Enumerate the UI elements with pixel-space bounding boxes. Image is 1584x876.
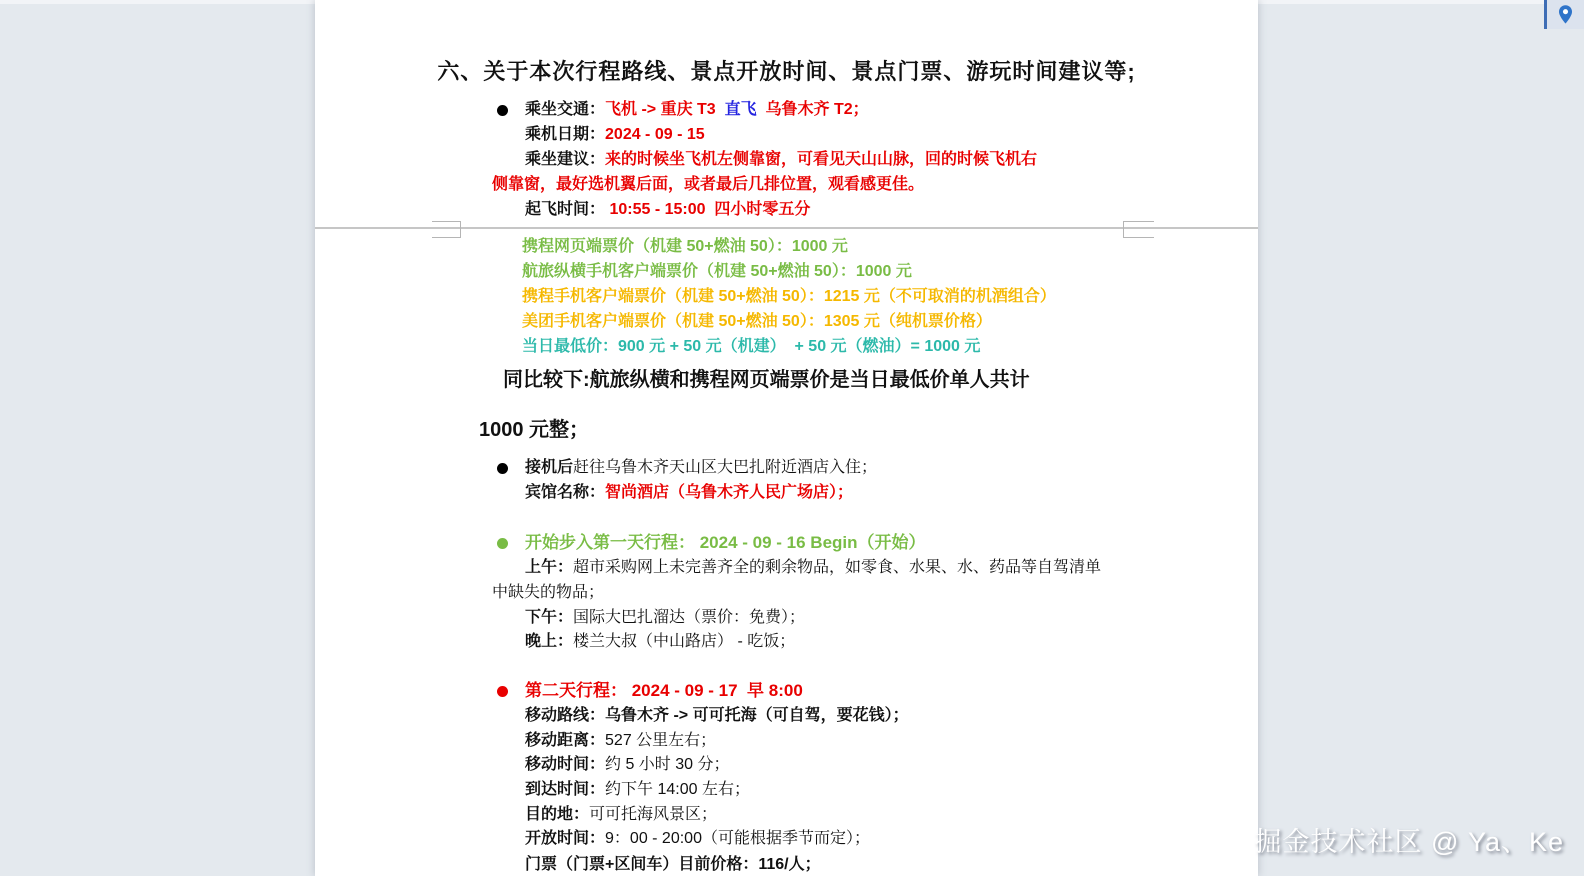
day1-afternoon-text: 国际大巴扎溜达（票价：免费）； xyxy=(573,609,806,626)
day2-open-time-line xyxy=(525,829,870,849)
transport-line xyxy=(525,100,869,120)
day2-arrival-line xyxy=(525,780,750,800)
page-title: 六、关于本次行程路线、景点开放时间、景点门票、游玩时间建议等; xyxy=(437,59,1136,84)
page-break-marker-left xyxy=(432,221,461,238)
day2-duration-label: 移动时间： xyxy=(525,756,606,773)
day2-distance-label: 移动距离： xyxy=(525,732,606,749)
transport-segment: 飞机 -> 重庆 T3 xyxy=(605,101,721,118)
day2-arrival-text: 约下午 14:00 左右； xyxy=(605,781,750,798)
flight-date-value: 2024 - 09 - 15 xyxy=(605,126,705,143)
price-umetrip-app: 航旅纵横手机客户端票价（机建 50+燃油 50）：1000 元 xyxy=(522,263,912,280)
day2-route-line xyxy=(525,706,909,726)
red-bullet-icon xyxy=(497,686,508,697)
flight-date-label: 乘机日期： xyxy=(525,126,606,143)
hotel-arrive-line xyxy=(525,458,877,478)
watermark-text: 掘金技术社区 @ Ya、Ke xyxy=(1254,827,1564,857)
day2-open-time-label: 开放时间： xyxy=(525,830,606,847)
day2-route-label: 移动路线： xyxy=(525,707,606,724)
day1-morning-line xyxy=(525,558,1101,578)
seat-advice-text: 来的时候坐飞机左侧靠窗，可看见天山山脉，回的时候飞机右 xyxy=(605,151,1038,168)
day1-morning-label: 上午： xyxy=(525,559,574,576)
document-page[interactable] xyxy=(315,0,1258,876)
day2-destination-label: 目的地： xyxy=(525,806,590,823)
day2-arrival-label: 到达时间： xyxy=(525,781,606,798)
price-lowest: 当日最低价：900 元 + 50 元（机建） + 50 元（燃油）= 1000 元 xyxy=(522,338,981,355)
day2-ticket-label: 门票（门票+区间车）目前价格： xyxy=(525,856,759,873)
hotel-arrive-bold: 接机后 xyxy=(525,459,574,476)
day2-heading: 第二天行程： 2024 - 09 - 17 早 8:00 xyxy=(525,681,803,700)
summary-line2: 1000 元整； xyxy=(479,419,590,441)
day1-evening-text: 楼兰大叔（中山路店） - 吃饭； xyxy=(573,633,796,650)
day2-distance-text: 527 公里左右； xyxy=(605,732,717,749)
map-pin-icon xyxy=(1557,4,1574,25)
day2-ticket-value: 116/人； xyxy=(758,856,821,873)
page-break-marker-right xyxy=(1123,221,1154,238)
price-meituan-app: 美团手机客户端票价（机建 50+燃油 50）：1305 元（纯机票价格） xyxy=(522,313,992,330)
hotel-arrive-text: 赶往乌鲁木齐天山区大巴扎附近酒店入住； xyxy=(573,459,878,476)
hotel-name-label: 宾馆名称： xyxy=(525,484,606,501)
day1-afternoon-label: 下午： xyxy=(525,609,574,626)
hotel-name-value: 智尚酒店（乌鲁木齐人民广场店）； xyxy=(605,484,854,501)
day1-morning-text: 超市采购网上未完善齐全的剩余物品，如零食、水果、水、药品等自驾清单 xyxy=(573,559,1102,576)
seat-advice-text: 侧靠窗，最好选机翼后面，或者最后几排位置，观看感更佳。 xyxy=(492,176,925,193)
bullet-icon xyxy=(497,105,508,116)
day1-evening-line xyxy=(525,632,795,652)
transport-direct-flight: 直飞 xyxy=(720,101,762,118)
day1-heading: 开始步入第一天行程： 2024 - 09 - 16 Begin（开始） xyxy=(525,533,926,552)
day2-distance-line xyxy=(525,731,716,751)
seat-advice-label: 乘坐建议： xyxy=(525,151,606,168)
map-pin-button[interactable] xyxy=(1544,0,1584,29)
flight-date-line xyxy=(525,125,705,145)
day2-destination-line xyxy=(525,805,717,825)
transport-label: 乘坐交通： xyxy=(525,101,606,118)
day1-afternoon-line xyxy=(525,608,805,628)
day2-duration-line xyxy=(525,755,730,775)
takeoff-time-label: 起飞时间： xyxy=(525,201,606,218)
seat-advice-line xyxy=(525,150,1037,170)
day2-duration-text: 约 5 小时 30 分； xyxy=(605,756,730,773)
day2-open-time-text: 9：00 - 20:00（可能根据季节而定）； xyxy=(605,830,870,847)
hotel-name-line xyxy=(525,483,853,503)
transport-segment: 乌鲁木齐 T2； xyxy=(761,101,869,118)
summary-line1: 同比较下:航旅纵横和携程网页端票价是当日最低价单人共计 xyxy=(503,369,1030,391)
takeoff-time-line xyxy=(525,200,810,220)
bullet-icon xyxy=(497,463,508,474)
green-bullet-icon xyxy=(497,538,508,549)
day1-evening-label: 晚上： xyxy=(525,633,574,650)
day2-destination-text: 可可托海风景区； xyxy=(589,806,718,823)
day1-morning-continuation: 中缺失的物品； xyxy=(492,584,605,601)
takeoff-time-value: 10:55 - 15:00 四小时零五分 xyxy=(605,201,811,218)
day2-ticket-line xyxy=(525,855,821,875)
price-ctrip-app: 携程手机客户端票价（机建 50+燃油 50）：1215 元（不可取消的机酒组合） xyxy=(522,288,1056,305)
seat-advice-continuation xyxy=(492,175,924,195)
day2-route-text: 乌鲁木齐 -> 可可托海（可自驾，要花钱）； xyxy=(605,707,909,724)
price-ctrip-web: 携程网页端票价（机建 50+燃油 50）：1000 元 xyxy=(522,238,848,255)
